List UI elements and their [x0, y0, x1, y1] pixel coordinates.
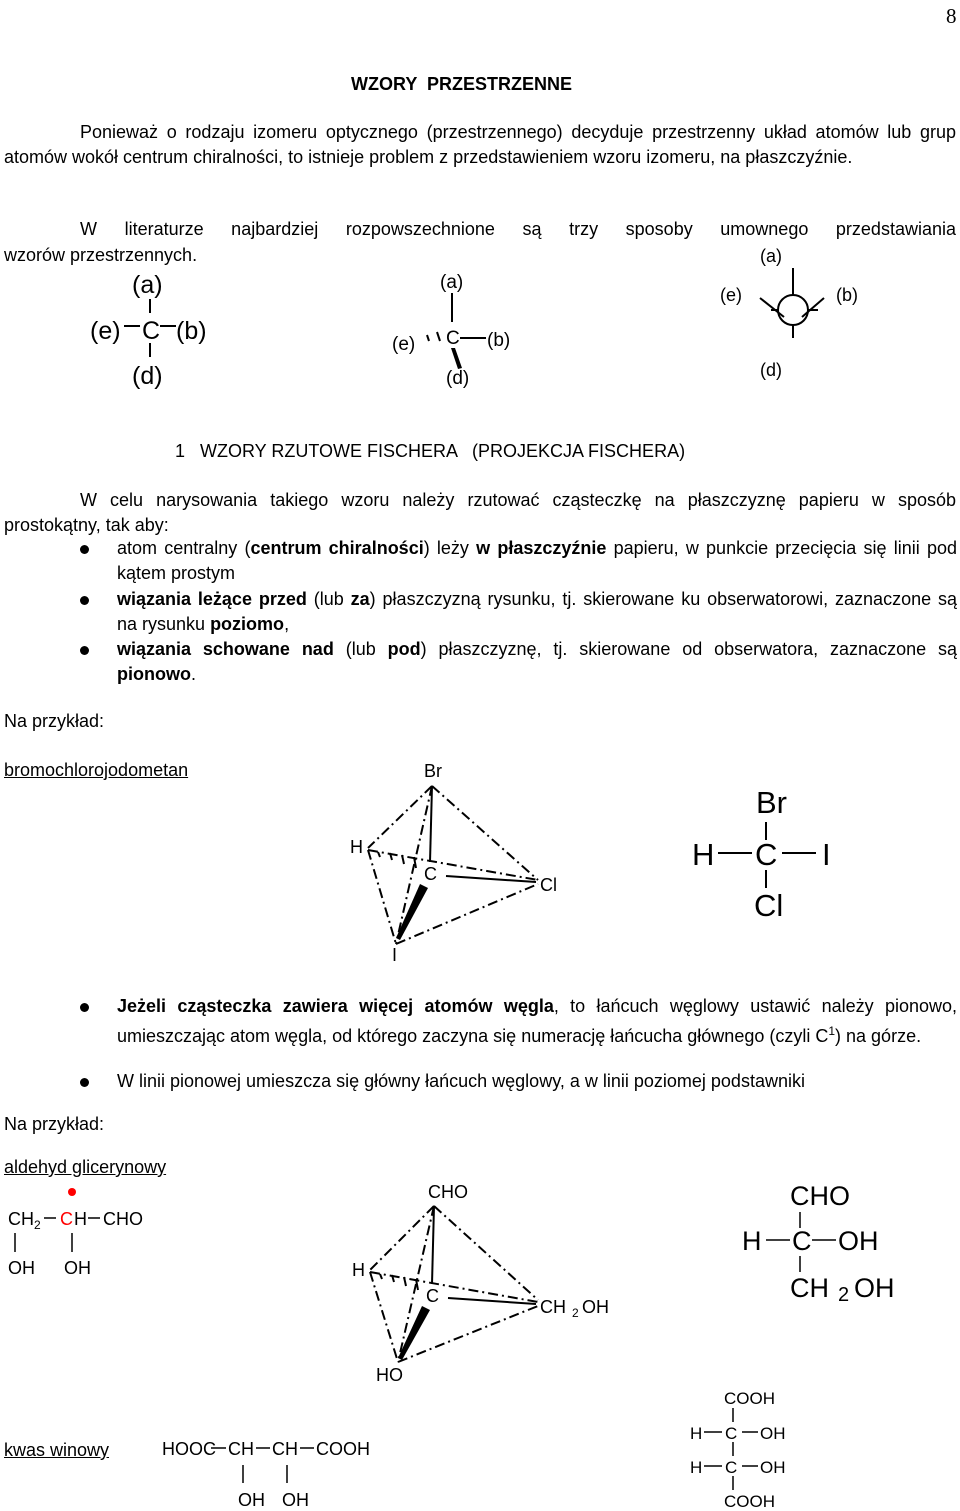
label-H: H [690, 1458, 703, 1477]
label-C: C [228, 1439, 241, 1459]
label-sub2: 2 [34, 1218, 41, 1232]
example-label: Na przykład: [4, 711, 105, 731]
label-H: H [350, 837, 363, 857]
fischer-projection-diagram [690, 1389, 786, 1511]
label-OH: OH [64, 1258, 91, 1278]
label-I: I [392, 945, 398, 965]
section-paragraph: W celu narysowania takiego wzoru należy rzutować cząsteczkę na płaszczyznę papieru w sposób prostokątny, tak aby: [4, 490, 956, 535]
bullet-item-4: Jeżeli cząsteczka zawiera więcej atomów węgla, to łańcuch węglowy ustawić należy pionowo, umieszczając atom węgla, od którego zaczyna się numerację łańcucha głównego (czyli $C^1$) na górze. [117, 996, 957, 1046]
label-OH: OH [854, 1273, 895, 1303]
label-C: C [142, 317, 161, 345]
label-d: (d) [132, 362, 163, 390]
intro-paragraph-2-line-1: W literaturze najbardziej rozpowszechnione są trzy sposoby umownego przedstawiania [80, 219, 956, 239]
label-C: C [446, 328, 460, 349]
page-number: 8 [946, 4, 957, 28]
label-Cl: Cl [754, 888, 784, 923]
label-d: (d) [446, 368, 470, 389]
label-OH: OH [582, 1297, 609, 1317]
label-H: H [352, 1260, 365, 1280]
label-CHO: CHO [103, 1209, 143, 1229]
compound-name: aldehyd glicerynowy [4, 1157, 167, 1177]
label-e: (e) [720, 285, 742, 305]
label-sub2: 2 [572, 1306, 579, 1320]
label-H: H [241, 1439, 254, 1459]
label-b: (b) [176, 317, 207, 345]
label-Br: Br [424, 761, 442, 781]
label-OH: OH [760, 1424, 786, 1443]
structural-formula [162, 1439, 370, 1510]
label-e: (e) [392, 334, 416, 355]
intro-paragraph-2-line-2: wzorów przestrzennych. [4, 245, 198, 265]
bullet-item-5: W linii pionowej umieszcza się główny łańcuch węglowy, a w linii poziomej podstawniki [117, 1071, 805, 1091]
label-sub2: 2 [838, 1284, 850, 1306]
label-e: (e) [90, 317, 121, 345]
label-C: C [725, 1424, 738, 1443]
label-C: C [424, 864, 437, 884]
label-C: C [60, 1209, 73, 1229]
label-I: I [822, 837, 831, 872]
bullet-item-2: wiązania leżące przed (lub za) płaszczyzną rysunku, tj. skierowane ku obserwatorowi, zaznaczone są na rysunku poziomo, [117, 589, 957, 634]
label-H: H [74, 1209, 87, 1229]
label-a: (a) [132, 271, 163, 299]
label-CH2: CH [790, 1273, 829, 1303]
label-C: C [725, 1458, 738, 1477]
label-Cl: Cl [540, 875, 557, 895]
label-OH: OH [838, 1226, 879, 1256]
label-a: (a) [440, 272, 464, 293]
label-HOOC: HOOC [162, 1439, 216, 1459]
label-Br: Br [756, 785, 787, 820]
label-OH: OH [8, 1258, 35, 1278]
label-d: (d) [760, 360, 782, 380]
label-CHO: CHO [790, 1181, 850, 1211]
label-b: (b) [836, 285, 858, 305]
label-H: H [690, 1424, 703, 1443]
label-COOH: COOH [724, 1492, 775, 1511]
label-a: (a) [760, 246, 782, 266]
bullet-item-3: wiązania schowane nad (lub pod) płaszczyznę, tj. skierowane od obserwatora, zaznaczone są pionowo. [117, 639, 957, 684]
label-H: H [285, 1439, 298, 1459]
label-OH: OH [760, 1458, 786, 1477]
label-CH2: CH [8, 1209, 34, 1229]
compound-name: bromochlorojodometan [4, 760, 189, 780]
label-C: C [755, 837, 778, 872]
label-H: H [692, 837, 715, 872]
compound-name: kwas winowy [4, 1440, 110, 1460]
page-title: WZORY PRZESTRZENNE [351, 74, 573, 94]
label-OH: OH [282, 1490, 309, 1510]
bullet-item-1: atom centralny (centrum chiralności) leży w płaszczyźnie papieru, w punkcie przecięcia się linii pod kątem prostym [117, 538, 957, 583]
example-label: Na przykład: [4, 1114, 105, 1134]
label-OH: OH [238, 1490, 265, 1510]
label-COOH: COOH [724, 1389, 775, 1408]
label-H: H [742, 1226, 762, 1256]
label-C: C [792, 1226, 812, 1256]
intro-paragraph-1: Ponieważ o rodzaju izomeru optycznego (przestrzennego) decyduje przestrzenny układ atomów lub grup atomów wokół centrum chiralności, to istnieje problem z przedstawieniem wzoru izomeru, na płaszczyźnie. [4, 122, 956, 167]
section-heading: 1 WZORY RZUTOWE FISCHERA (PROJEKCJA FISCHERA) [175, 441, 686, 461]
label-C: C [426, 1286, 439, 1306]
label-CHO: CHO [428, 1182, 468, 1202]
label-HO: HO [376, 1365, 403, 1385]
label-CH2: CH [540, 1297, 566, 1317]
label-C: C [272, 1439, 285, 1459]
label-COOH: COOH [316, 1439, 370, 1459]
label-b: (b) [487, 330, 511, 351]
